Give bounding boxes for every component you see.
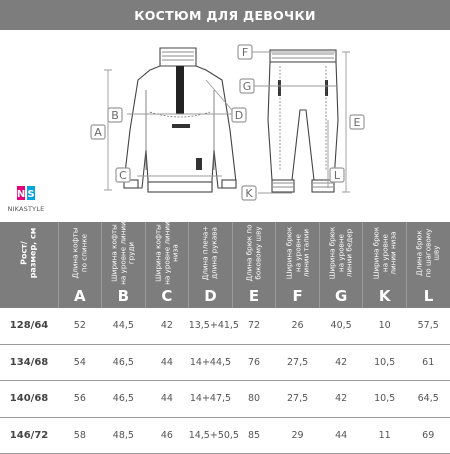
table-cell: 10,5 bbox=[363, 381, 407, 418]
page-title: КОСТЮМ ДЛЯ ДЕВОЧКИ bbox=[134, 7, 316, 23]
column-header: Длина плеча+ длина рукава bbox=[200, 225, 219, 281]
letter-cell: K bbox=[363, 284, 407, 308]
size-cell: 128/64 bbox=[0, 308, 58, 344]
table-cell: 10 bbox=[363, 308, 407, 344]
brand-logo-icon bbox=[17, 186, 35, 200]
pants-drawing bbox=[268, 50, 338, 192]
table-cell: 27,5 bbox=[276, 344, 320, 381]
table-row bbox=[0, 417, 450, 454]
letter-cell: C bbox=[145, 284, 189, 308]
letter-cell: F bbox=[276, 284, 320, 308]
table-cell: 14+44,5 bbox=[189, 344, 233, 381]
letter-cell: E bbox=[232, 284, 276, 308]
table-cell: 44 bbox=[319, 417, 363, 454]
table-row bbox=[0, 308, 450, 344]
table-cell: 44 bbox=[145, 381, 189, 418]
brand-name: NIKASTYLE bbox=[7, 205, 45, 213]
marker-e bbox=[350, 115, 364, 129]
jacket-drawing bbox=[124, 48, 236, 192]
svg-text:K: K bbox=[245, 187, 253, 200]
svg-text:L: L bbox=[333, 169, 341, 182]
table-cell: 44 bbox=[145, 344, 189, 381]
svg-text:C: C bbox=[119, 169, 127, 182]
svg-text:G: G bbox=[242, 80, 252, 93]
column-header: Длина брюк по боковому шву bbox=[244, 224, 263, 282]
table-cell: 46,5 bbox=[102, 344, 146, 381]
table-cell: 42 bbox=[145, 308, 189, 344]
column-header: Ширина кофты на уровне линии низа bbox=[153, 221, 180, 285]
size-cell: 146/72 bbox=[0, 417, 58, 454]
marker-c bbox=[116, 168, 130, 182]
table-cell: 61 bbox=[406, 344, 450, 381]
column-header: Рост/ размер, см bbox=[19, 227, 37, 279]
size-cell: 134/68 bbox=[0, 344, 58, 381]
table-cell: 10,5 bbox=[363, 344, 407, 381]
letter-cell bbox=[0, 284, 58, 308]
svg-text:N: N bbox=[17, 189, 26, 200]
table-cell: 52 bbox=[58, 308, 102, 344]
column-header: Длина брюк по шаговому шву bbox=[414, 228, 441, 278]
svg-text:B: B bbox=[111, 109, 119, 122]
table-row bbox=[0, 344, 450, 381]
table-cell: 13,5+41,5 bbox=[189, 308, 233, 344]
table-cell: 58 bbox=[58, 417, 102, 454]
marker-a bbox=[91, 125, 105, 139]
column-header: Длина кофты по спинке bbox=[70, 227, 88, 279]
table-cell: 46 bbox=[145, 417, 189, 454]
table-letter-row bbox=[0, 284, 450, 308]
svg-text:F: F bbox=[241, 46, 249, 59]
table-cell: 11 bbox=[363, 417, 407, 454]
table-cell: 54 bbox=[58, 344, 102, 381]
table-cell: 48,5 bbox=[102, 417, 146, 454]
marker-g bbox=[240, 79, 254, 93]
letter-cell: B bbox=[102, 284, 146, 308]
svg-text:D: D bbox=[234, 109, 244, 122]
svg-text:S: S bbox=[27, 189, 35, 200]
table-cell: 44,5 bbox=[102, 308, 146, 344]
table-cell: 57,5 bbox=[406, 308, 450, 344]
marker-b bbox=[108, 108, 122, 122]
column-header: Ширина кофты на уровне линии груди bbox=[109, 221, 136, 285]
svg-text:A: A bbox=[94, 126, 102, 139]
column-header: Ширина брюк на уровне линии бедер bbox=[327, 226, 354, 280]
letter-cell: G bbox=[319, 284, 363, 308]
table-cell: 14,5+50,5 bbox=[189, 417, 233, 454]
table-cell: 76 bbox=[232, 344, 276, 381]
table-cell: 14+47,5 bbox=[189, 381, 233, 418]
table-cell: 64,5 bbox=[406, 381, 450, 418]
column-header: Ширина брюк на уровне линии низа bbox=[370, 226, 397, 280]
table-cell: 40,5 bbox=[319, 308, 363, 344]
page-title-banner bbox=[0, 0, 450, 30]
table-cell: 72 bbox=[232, 308, 276, 344]
size-table bbox=[0, 222, 450, 454]
table-cell: 29 bbox=[276, 417, 320, 454]
measurement-diagram bbox=[0, 30, 450, 222]
table-cell: 26 bbox=[276, 308, 320, 344]
table-cell: 80 bbox=[232, 381, 276, 418]
letter-cell: A bbox=[58, 284, 102, 308]
letter-cell: L bbox=[406, 284, 450, 308]
marker-d bbox=[232, 108, 246, 122]
table-cell: 27,5 bbox=[276, 381, 320, 418]
column-header: Ширина брюк на уровне линии талии bbox=[283, 226, 310, 280]
marker-k bbox=[242, 186, 256, 200]
marker-l bbox=[330, 168, 344, 182]
table-row bbox=[0, 381, 450, 418]
table-cell: 56 bbox=[58, 381, 102, 418]
table-cell: 42 bbox=[319, 381, 363, 418]
table-header-row bbox=[0, 222, 450, 284]
brand-logo bbox=[6, 185, 46, 213]
marker-f bbox=[238, 45, 252, 59]
table-cell: 69 bbox=[406, 417, 450, 454]
size-cell: 140/68 bbox=[0, 381, 58, 418]
table-cell: 42 bbox=[319, 344, 363, 381]
table-cell: 46,5 bbox=[102, 381, 146, 418]
svg-text:E: E bbox=[353, 116, 361, 129]
letter-cell: D bbox=[189, 284, 233, 308]
table-cell: 85 bbox=[232, 417, 276, 454]
